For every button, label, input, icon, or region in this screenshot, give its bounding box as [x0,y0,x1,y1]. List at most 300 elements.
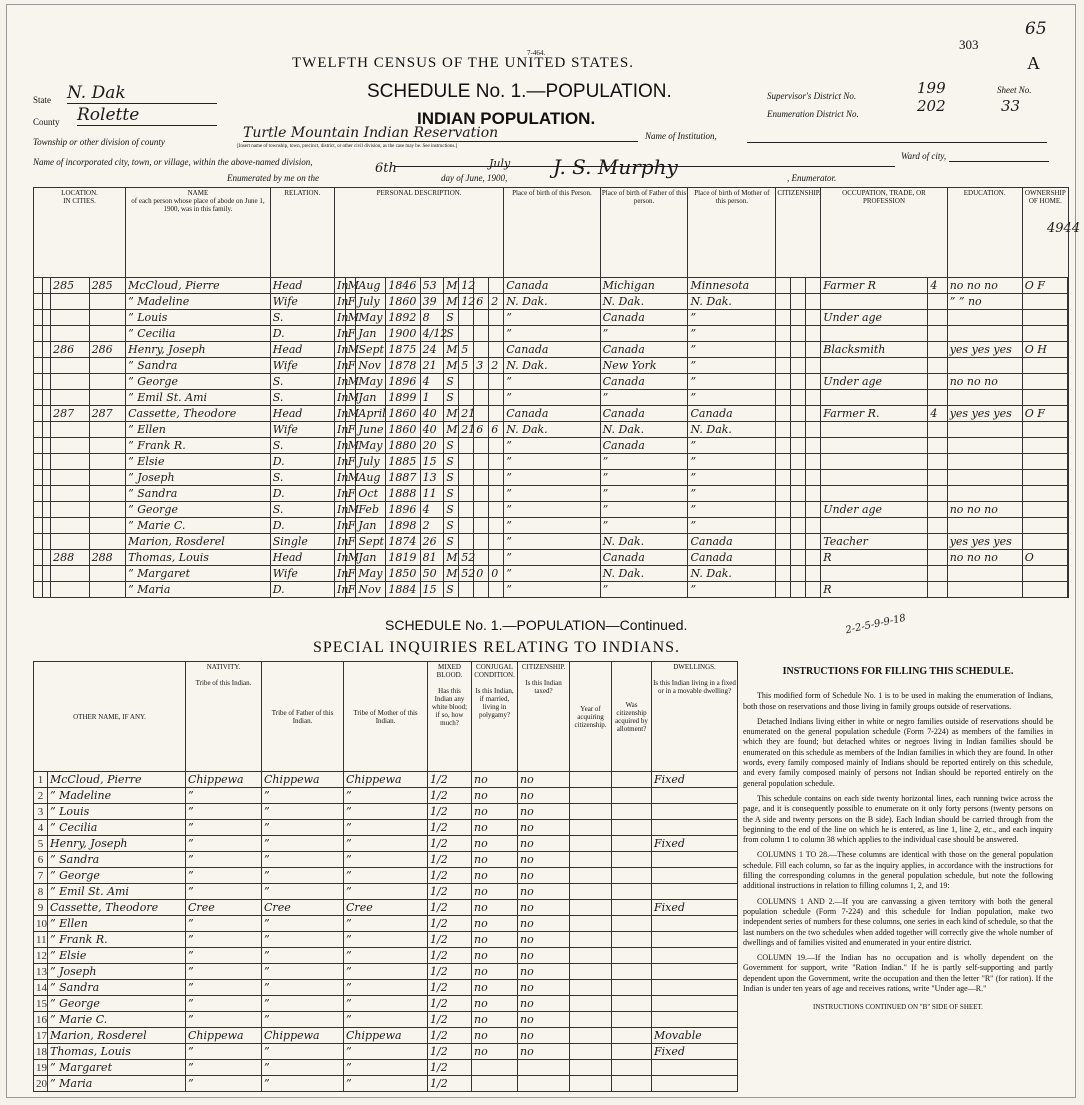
cell-name: ” Marie C. [126,518,271,534]
cell-mixed: 1/2 [428,1076,472,1092]
line-number: 14 [34,980,48,996]
empty-cell [570,772,612,788]
cell-occ [821,518,928,534]
cell-rel: Head [270,278,334,294]
table-row [34,900,738,916]
cell-edu: yes yes yes [947,406,1022,422]
table-row [34,486,1069,502]
cell-own: O F [1022,278,1067,294]
cell-months [928,422,947,438]
cell-poly: no [472,772,518,788]
empty-cell [34,550,43,566]
table-row [34,996,738,1012]
empty-cell [42,326,51,342]
father-birthplace-header: Place of birth of Father of this person. [600,188,688,278]
cell-fam: 285 [89,278,125,294]
cell-bp: Canada [504,406,600,422]
cell-poly: no [472,980,518,996]
cell-dwell [51,566,90,582]
cell-tm: ” [344,788,428,804]
cell-mixed: 1/2 [428,852,472,868]
cell-months [928,438,947,454]
cell-age: 40 [420,422,444,438]
empty-cell [34,518,43,534]
cell-ch: 2 [489,358,504,374]
cell-fbp: N. Dak. [600,422,688,438]
cell-year: 1884 [386,582,420,598]
cell-tf: ” [262,836,344,852]
cell-months [928,374,947,390]
cell-taxed: no [518,980,570,996]
cell-mo [474,518,489,534]
cell-fam [89,438,125,454]
empty-cell [791,294,806,310]
cell-fam: 287 [89,406,125,422]
cell-mar: S [444,438,459,454]
table-row [34,278,1069,294]
cell-other: Henry, Joseph [48,836,186,852]
cell-ch [489,326,504,342]
cell-tribe: ” [186,788,262,804]
line-number [1067,438,1068,454]
line-number [1067,278,1068,294]
cell-taxed: no [518,836,570,852]
cell-month: Jan [356,326,386,342]
cell-fbp: ” [600,390,688,406]
cell-tm: ” [344,964,428,980]
table-row [34,342,1069,358]
cell-months [928,390,947,406]
cell-month: July [356,294,386,310]
empty-cell [806,582,821,598]
empty-cell [612,804,652,820]
line-number: 12 [34,948,48,964]
cell-edu: yes yes yes [947,534,1022,550]
cell-edu: no no no [947,502,1022,518]
empty-cell [570,788,612,804]
cell-age: 40 [420,406,444,422]
line-number [1067,374,1068,390]
cell-dwell: Fixed [652,772,738,788]
cell-bp: ” [504,454,600,470]
cell-fam [89,566,125,582]
cell-ch [489,278,504,294]
cell-yrs [459,310,474,326]
table-row [34,438,1069,454]
empty-cell [776,470,791,486]
cell-mbp: N. Dak. [688,566,776,582]
line-number [1067,326,1068,342]
cell-tf: ” [262,820,344,836]
cell-name: Thomas, Louis [126,550,271,566]
supervisor-value: 199 [917,79,946,97]
cell-other: Thomas, Louis [48,1044,186,1060]
cell-name: ” Elsie [126,454,271,470]
empty-cell [34,326,43,342]
cell-tf: Chippewa [262,772,344,788]
cell-own: O [1022,550,1067,566]
cell-mbp: ” [688,582,776,598]
cell-dwell [652,1012,738,1028]
cell-dwell [652,884,738,900]
cell-months: 4 [928,406,947,422]
empty-cell [791,502,806,518]
cell-mar: M [444,406,459,422]
cell-month: Feb [356,502,386,518]
corner-number: 65 [1025,19,1047,39]
cell-poly: no [472,884,518,900]
cell-dwell: Movable [652,1028,738,1044]
cell-year: 1860 [386,422,420,438]
empty-cell [776,486,791,502]
empty-cell [776,358,791,374]
cell-mo: 6 [474,422,489,438]
enum-day: 6th [375,161,397,176]
cell-occ: Blacksmith [821,342,928,358]
taxed-header: CITIZENSHIP. Is this Indian taxed? [518,662,570,772]
cell-ch [489,342,504,358]
empty-cell [806,342,821,358]
cell-tribe: ” [186,804,262,820]
cell-dwell [652,788,738,804]
cell-taxed: no [518,852,570,868]
empty-cell [776,278,791,294]
cell-own [1022,470,1067,486]
cell-mixed: 1/2 [428,1060,472,1076]
cell-yrs: 52 [459,566,474,582]
cell-months [928,294,947,310]
empty-cell [570,948,612,964]
cell-tm: ” [344,1044,428,1060]
special-inquiries-title: SPECIAL INQUIRIES RELATING TO INDIANS. [313,639,681,656]
cell-mo [474,390,489,406]
line-number: 2 [34,788,48,804]
empty-cell [791,390,806,406]
line-number [1067,342,1068,358]
empty-cell [806,326,821,342]
cell-age: 1 [420,390,444,406]
empty-cell [791,326,806,342]
empty-cell [776,502,791,518]
cell-mbp: ” [688,374,776,390]
empty-cell [806,518,821,534]
cell-month: Jan [356,550,386,566]
cell-mbp: ” [688,502,776,518]
cell-yrs [459,534,474,550]
empty-cell [612,1028,652,1044]
cell-sex: M [345,374,356,390]
line-number [1067,358,1068,374]
cell-yrs [459,486,474,502]
cell-sex: F [345,454,356,470]
cell-mixed: 1/2 [428,804,472,820]
cell-dwell: 286 [51,342,90,358]
empty-cell [791,566,806,582]
empty-cell [34,374,43,390]
tribe-father-header: Tribe of Father of this Indian. [262,662,344,772]
ward-label: Ward of city, [901,151,947,161]
name-header: NAME of each person whose place of abode on June 1, 1900, was in this family. [126,188,271,278]
cell-fbp: N. Dak. [600,566,688,582]
cell-sex: M [345,550,356,566]
table-row [34,374,1069,390]
cell-fbp: ” [600,518,688,534]
cell-month: Oct [356,486,386,502]
cell-own [1022,310,1067,326]
empty-cell [806,550,821,566]
cell-yrs: 5 [459,342,474,358]
indian-inquiries-table [33,661,738,1092]
occupation-header: OCCUPATION, TRADE, OR PROFESSION [821,188,947,278]
cell-tribe: ” [186,820,262,836]
cell-color: In [335,390,346,406]
cell-tf: ” [262,996,344,1012]
empty-cell [791,374,806,390]
empty-cell [570,900,612,916]
table-row [34,502,1069,518]
table-row [34,310,1069,326]
empty-cell [791,518,806,534]
cell-age: 15 [420,582,444,598]
cell-other: ” George [48,868,186,884]
cell-fbp: Canada [600,342,688,358]
empty-cell [776,518,791,534]
line-number: 4 [34,820,48,836]
cell-sex: F [345,326,356,342]
line-number: 15 [34,996,48,1012]
cell-month: May [356,566,386,582]
cell-mbp: ” [688,342,776,358]
cell-fbp: ” [600,582,688,598]
cell-name: Cassette, Theodore [126,406,271,422]
cell-mo [474,438,489,454]
citizenship-header: CITIZENSHIP. [776,188,821,278]
instructions-paragraph: COLUMN 19.—If the Indian has no occupation and is wholly dependent on the Government for support, write "Ration Indian." If he is partly self-supporting and partly dependent upon the Government, write the occupation and then the letter "R" (for ration). If the Indian is under ten years of age and receives rations, write "Under age—R." [743,953,1053,994]
cell-months [928,326,947,342]
cell-tm: ” [344,916,428,932]
instructions-title: INSTRUCTIONS FOR FILLING THIS SCHEDULE. [782,666,1014,677]
supervisor-label: Supervisor's District No. [767,91,857,101]
cell-tf: ” [262,788,344,804]
cell-tf: ” [262,1044,344,1060]
cell-tribe: ” [186,1044,262,1060]
cell-other: ” Emil St. Ami [48,884,186,900]
cell-sex: F [345,566,356,582]
cell-edu [947,454,1022,470]
table-row [34,836,738,852]
empty-cell [570,852,612,868]
cell-own: O F [1022,406,1067,422]
cell-fam [89,502,125,518]
cell-mar: S [444,374,459,390]
cell-sex: F [345,358,356,374]
line-number [1067,390,1068,406]
empty-cell [612,932,652,948]
cell-month: Jan [356,518,386,534]
cell-year: 1860 [386,406,420,422]
cell-occ [821,326,928,342]
cell-tribe: Chippewa [186,1028,262,1044]
cell-fam [89,518,125,534]
cell-rel: D. [270,486,334,502]
cell-months [928,470,947,486]
cell-dwell [51,534,90,550]
ownership-header: OWNERSHIP OF HOME. [1022,188,1068,278]
cell-month: Sept [356,342,386,358]
cell-fbp: N. Dak. [600,294,688,310]
cell-tribe: ” [186,916,262,932]
cell-months [928,534,947,550]
cell-occ: Under age [821,374,928,390]
empty-cell [612,868,652,884]
cell-edu [947,566,1022,582]
cell-mixed: 1/2 [428,1044,472,1060]
cell-bp: ” [504,326,600,342]
instructions-paragraph: This schedule contains on each side twenty horizontal lines, each running twice across the page, and it is consequently possible to enumerate on it only forty persons (twenty persons on the A side and twenty persons on the B side). Each Indian should be carried through from the beginning to the end of the line on which he is entered, as line 1, line 2, etc., and each inquiry from column 1 to column 38 which applies to the individual case should be answered. [743,793,1053,845]
cell-mar: S [444,486,459,502]
ed-label: Enumeration District No. [767,109,859,119]
cell-yrs [459,454,474,470]
cell-year: 1888 [386,486,420,502]
cell-fbp: N. Dak. [600,534,688,550]
cell-dwell [652,932,738,948]
cell-mbp: ” [688,486,776,502]
sheet-value: 33 [1001,97,1021,115]
empty-cell [612,788,652,804]
cell-color: In [335,326,346,342]
table-row [34,916,738,932]
cell-mbp: Canada [688,534,776,550]
line-number [1067,566,1068,582]
cell-age: 21 [420,358,444,374]
cell-other: ” Maria [48,1076,186,1092]
cell-poly: no [472,852,518,868]
empty-cell [42,534,51,550]
mixed-blood-header: MIXED BLOOD. Has this Indian any white blood; if so, how much? [428,662,472,772]
empty-cell [791,534,806,550]
cell-tf: ” [262,1076,344,1092]
empty-cell [42,582,51,598]
empty-cell [42,438,51,454]
cell-year: 1860 [386,294,420,310]
cell-edu [947,326,1022,342]
cell-color: In [335,486,346,502]
cell-tribe: ” [186,852,262,868]
cell-own [1022,566,1067,582]
cell-dwell [652,980,738,996]
cell-edu [947,422,1022,438]
table-row [34,534,1069,550]
table-row [34,390,1069,406]
table-row [34,566,1069,582]
empty-cell [570,916,612,932]
cell-tribe: ” [186,1012,262,1028]
empty-cell [612,852,652,868]
empty-cell [806,406,821,422]
cell-fbp: ” [600,470,688,486]
cell-fbp: Canada [600,310,688,326]
table-row [34,804,738,820]
empty-cell [776,294,791,310]
cell-color: In [335,358,346,374]
cell-fam [89,374,125,390]
empty-cell [806,390,821,406]
empty-cell [612,884,652,900]
empty-cell [570,980,612,996]
empty-cell [42,358,51,374]
cell-fbp: ” [600,486,688,502]
cell-tribe: Cree [186,900,262,916]
cell-age: 13 [420,470,444,486]
county-value: Rolette [77,105,217,126]
cell-dwell [652,916,738,932]
empty-cell [34,438,43,454]
cell-year: 1885 [386,454,420,470]
cell-taxed: no [518,996,570,1012]
cell-tm: ” [344,852,428,868]
cell-mar: S [444,534,459,550]
cell-mo: 0 [474,566,489,582]
cell-rel: Wife [270,566,334,582]
cell-year: 1892 [386,310,420,326]
cell-tf: ” [262,868,344,884]
empty-cell [42,294,51,310]
cell-mixed: 1/2 [428,772,472,788]
empty-cell [612,820,652,836]
cell-bp: ” [504,502,600,518]
cell-taxed: no [518,948,570,964]
cell-rel: Wife [270,358,334,374]
cell-month: April [356,406,386,422]
cell-age: 11 [420,486,444,502]
cell-edu [947,390,1022,406]
empty-cell [42,550,51,566]
cell-tribe: ” [186,996,262,1012]
cell-mar: S [444,518,459,534]
empty-cell [34,470,43,486]
empty-cell [791,358,806,374]
cell-sex: M [345,278,356,294]
cell-dwell: 288 [51,550,90,566]
cell-year: 1898 [386,518,420,534]
cell-color: In [335,310,346,326]
cell-taxed [518,1060,570,1076]
line-number [1067,454,1068,470]
cell-taxed: no [518,900,570,916]
cell-other: ” Madeline [48,788,186,804]
dwellings-header: DWELLINGS. Is this Indian living in a fixed or in a movable dwelling? [652,662,738,772]
empty-cell [612,964,652,980]
cell-ch [489,438,504,454]
cell-rel: S. [270,374,334,390]
cell-poly: no [472,1012,518,1028]
cell-name: ” Maria [126,582,271,598]
side-number: 4944 [1047,221,1081,236]
cell-ch [489,454,504,470]
cell-poly: no [472,804,518,820]
cell-mo: 6 [474,294,489,310]
empty-cell [776,422,791,438]
cell-sex: F [345,422,356,438]
tally-marks: 2-2-5-9-9-18 [844,612,907,637]
cell-yrs [459,470,474,486]
cell-mixed: 1/2 [428,932,472,948]
cell-ch [489,518,504,534]
cell-name: ” Madeline [126,294,271,310]
empty-cell [791,438,806,454]
cell-tm: ” [344,996,428,1012]
cell-color: In [335,566,346,582]
